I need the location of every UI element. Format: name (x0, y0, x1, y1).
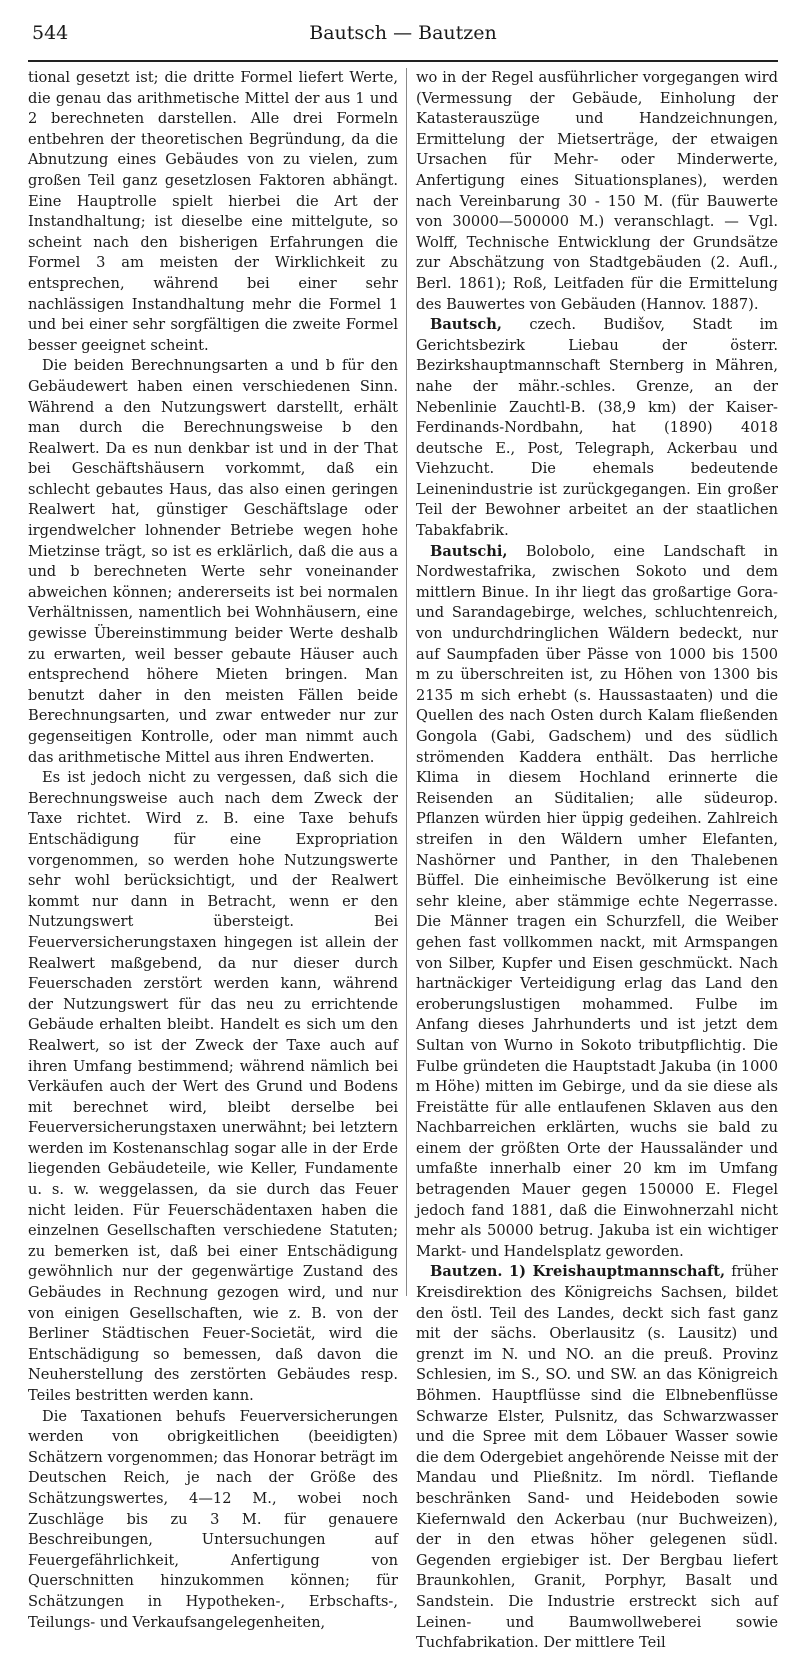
entry-text: Bolobolo, eine Landschaft in Nordwestafrika, zwischen Sokoto und dem mittlern Binue. In ihr liegt das großartige Gora- und Sarandagebirge, welches, schluchtenreich, von undurchdringlichen Wäldern bedeckt, nur auf Saumpfaden über Pässe von 1000 bis 1500 m zu überschreiten ist, zu Höhen von 1300 bis 2135 m sich erhebt (s. Haussastaaten) und die Quellen des nach Osten durch Kalam fließenden Gongola (Gabi, Gadschem) und des südlich strömenden Kaddera enthält. Das herrliche Klima in diesem Hochland erinnerte die Reisenden an Süditalien; alle südeurop. Pflanzen würden hier üppig gedeihen. Zahlreich streifen in den Wäldern umher Elefanten, Nashörner und Panther, in den Thalebenen Büffel. Die einheimische Bevölkerung ist eine sehr kleine, aber stämmige echte Negerrasse. Die Männer tragen ein Schurzfell, die Weiber gehen fast vollkommen nackt, mit Armspangen von Silber, Kupfer und Eisen geschmückt. Nach hartnäckiger Verteidigung erlag das Land den eroberungslustigen mohammed. Fulbe im Anfang dieses Jahrhunderts und ist jetzt dem Sultan von Wurno in Sokoto tributpflichtig. Die Fulbe gründeten die Hauptstadt Jakuba (in 1000 m Höhe) mitten im Gebirge, und da sie diese als Freistätte für alle entlaufenen Sklaven aus den Nachbarreichen erklärten, wuchs sie bald zu einem der größten Orte der Haussaländer und umfaßte innerhalb einer 20 km im Umfang betragenden Mauer gegen 150000 E. Flegel jedoch fand 1881, daß die Einwohnerzahl nicht mehr als 50000 betrug. Jakuba ist ein wichtiger Markt- und Handelsplatz geworden. (416, 542, 778, 1260)
paragraph: wo in der Regel ausführlicher vorgegangen wird (Vermessung der Gebäude, Einholung der Katasterauszüge und Handzeichnungen, Ermittelung der Mietserträge, der etwaigen Ursachen für Mehr- oder Minderwerte, Anfertigung eines Situationsplanes), werden nach Vereinbarung 30 - 150 M. (für Bauwerte von 30000—500000 M.) veranschlagt. — Vgl. Wolff, Technische Entwicklung der Grundsätze zur Abschätzung von Stadtgebäuden (2. Aufl., Berl. 1861); Roß, Leitfaden für die Ermittelung des Bauwertes von Gebäuden (Hannov. 1887). (416, 69, 778, 313)
entry-bautsch (416, 315, 778, 542)
headword: Bautschi, (430, 542, 508, 560)
entry-text: czech. Budišov, Stadt im Gerichtsbezirk Liebau der österr. Bezirkshauptmannschaft Sternberg in Mähren, nahe der mähr.-schles. Grenze, an der Nebenlinie Zauchtl-B. (38,9 km) der Kaiser-Ferdinands-Nordbahn, hat (1890) 4018 deutsche E., Post, Telegraph, Ackerbau und Viehzucht. Die ehemals bedeutende Leinenindustrie ist zurückgegangen. Ein großer Teil der Bewohner arbeitet an der staatlichen Tabakfabrik. (416, 316, 778, 540)
paragraph: Es ist jedoch nicht zu vergessen, daß sich die Berechnungsweise auch nach dem Zweck der Taxe richtet. Wird z. B. eine Taxe behufs Entschädigung für eine Expropriation vorgenommen, so werden hohe Nutzungswerte sehr wohl berücksichtigt, und der Realwert kommt nur dann in Betracht, wenn er den Nutzungswert übersteigt. Bei Feuerversicherungstaxen hingegen ist allein der Realwert maßgebend, da nur dieser durch Feuerschaden zerstört werden kann, während der Nutzungswert für das neu zu errichtende Gebäude erhalten bleibt. Handelt es sich um den Realwert, so ist der Zweck der Taxe auch auf ihren Umfang bestimmend; während nämlich bei Verkäufen auch der Wert des Grund und Bodens mit berechnet wird, bleibt derselbe bei Feuerversicherungstaxen unerwähnt; bei letztern werden im Kostenanschlag sogar alle in der Erde liegenden Gebäudeteile, wie Keller, Fundamente u. s. w. weggelassen, da sie durch das Feuer nicht leiden. Für Feuerschädentaxen haben die einzelnen Gesellschaften verschiedene Statuten; zu bemerken ist, daß bei einer Entschädigung gewöhnlich nur der gegenwärtige Zustand des Gebäudes in Rechnung gezogen wird, und nur von einigen Gesellschaften, wie z. B. von der Berliner Städtischen Feuer-Societät, wird die Entschädigung so bemessen, daß davon die Neuherstellung des zerstörten Gebäudes resp. Teiles bestritten werden kann. (28, 769, 398, 1404)
entry-bautzen (416, 1262, 778, 1653)
entry-text: früher Kreisdirektion des Königreichs Sachsen, bildet den östl. Teil des Landes, deckt sich fast ganz mit der sächs. Oberlausitz (s. Lausitz) und grenzt im N. und NO. an die preuß. Provinz Schlesien, im S., SO. und SW. an das Königreich Böhmen. Hauptflüsse sind die Elbnebenflüsse Schwarze Elster, Pulsnitz, das Schwarzwasser und die Spree mit dem Löbauer Wasser sowie die dem Odergebiet angehörende Neisse mit der Mandau und Pließnitz. Im nördl. Tieflande beschränken Sand- und Heideboden sowie Kiefernwald den Ackerbau (nur Buchweizen), der in den etwas höher gelegenen südl. Gegenden ergiebiger ist. Der Bergbau liefert Braunkohlen, Granit, Porphyr, Basalt und Sandstein. Die Industrie erstreckt sich auf Leinen- und Baumwollweberei sowie Tuchfabrikation. Der mittlere Teil (416, 1263, 778, 1652)
paragraph: Die Taxationen behufs Feuerversicherungen werden von obrigkeitlichen (beeidigten) Schätzern vorgenommen; das Honorar beträgt im Deutschen Reich, je nach der Größe des Schätzungswertes, 4—12 M., wobei noch Zuschläge bis zu 3 M. für genauere Beschreibungen, Untersuchungen auf Feuergefährlichkeit, Anfertigung von Querschnitten hinzukommen können; für Schätzungen in Hypotheken-, Erbschafts-, Teilungs- und Verkaufsangelegenheiten, (28, 1407, 398, 1631)
subheading: 1) Kreishauptmannschaft, (502, 1263, 726, 1281)
header-rule (28, 60, 778, 62)
headword: Bautsch, (430, 316, 502, 334)
column-divider (406, 68, 407, 1296)
left-column (28, 68, 398, 1631)
page-header (28, 12, 778, 52)
page-number: 544 (32, 22, 69, 44)
paragraph: tional gesetzt ist; die dritte Formel liefert Werte, die genau das arithmetische Mittel der aus 1 und 2 berechneten darstellen. Alle drei Formeln entbehren der theoretischen Begründung, da die Abnutzung eines Gebäudes von zu vielen, zum großen Teil ganz gesetzlosen Faktoren abhängt. Eine Hauptrolle spielt hierbei die Art der Instandhaltung; ist dieselbe eine mittelgute, so scheint nach den bisherigen Erfahrungen die Formel 3 am meisten der Wirklichkeit zu entsprechen, während bei einer sehr nachlässigen Instandhaltung mehr die Formel 1 und bei einer sehr sorgfältigen die zweite Formel besser geeignet scheint. (28, 69, 398, 354)
running-head: Bautsch — Bautzen (309, 22, 497, 44)
entry-bautschi (416, 542, 778, 1263)
right-column (416, 68, 778, 1652)
paragraph: Die beiden Berechnungsarten a und b für den Gebäudewert haben einen verschiedenen Sinn. Während a den Nutzungswert darstellt, erhält man durch die Berechnungsweise b den Realwert. Da es nun denkbar ist und in der That bei Geschäftshäusern vorkommt, daß ein schlecht gebautes Haus, das also einen geringen Realwert hat, günstiger Geschäftslage oder irgendwelcher lohnender Betriebe wegen hohe Mietzinse trägt, so ist es erklärlich, daß die aus a und b berechneten Werte sehr voneinander abweichen können; andererseits ist bei normalen Verhältnissen, namentlich bei Wohnhäusern, eine gewisse Übereinstimmung beider Werte deshalb zu erwarten, weil besser gebaute Häuser auch entsprechend höhere Mieten bringen. Man benutzt daher in den meisten Fällen beide Berechnungsarten, und zwar entweder nur zur gegenseitigen Kontrolle, oder man nimmt auch das arithmetische Mittel aus ihren Endwerten. (28, 357, 398, 766)
headword: Bautzen. (430, 1263, 503, 1281)
